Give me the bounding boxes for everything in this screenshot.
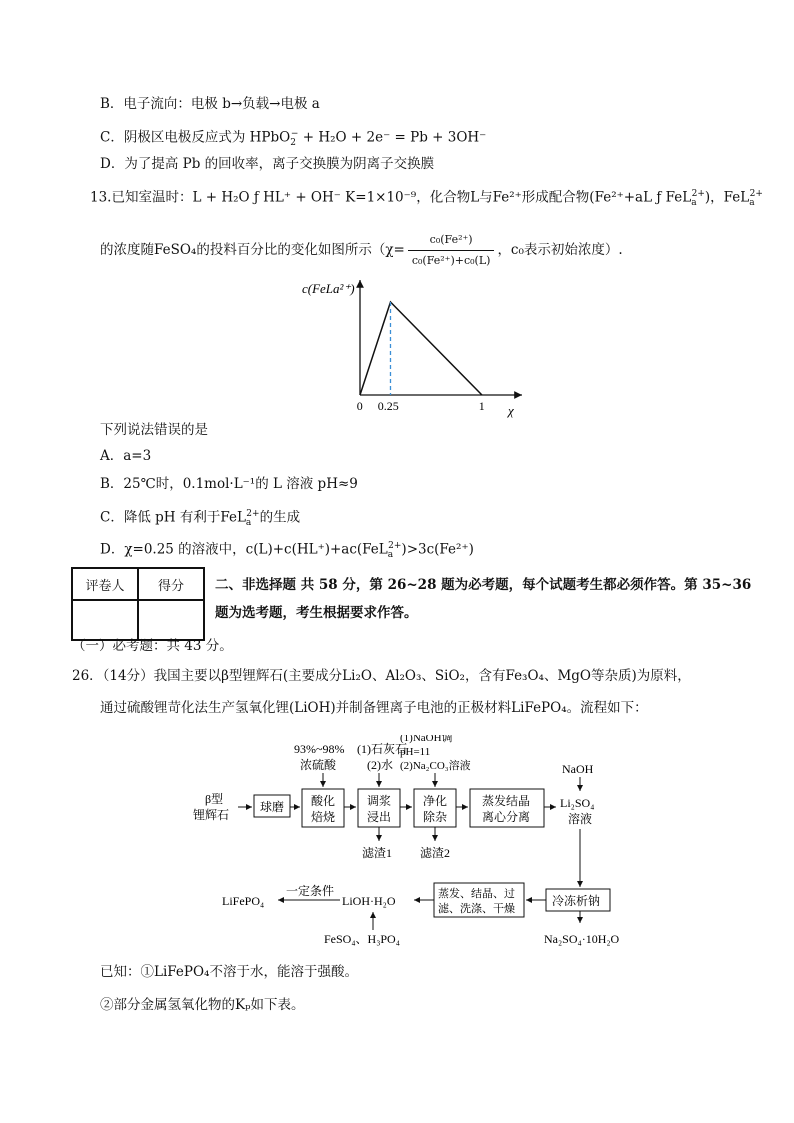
residue-2: 滤渣2	[420, 846, 451, 860]
ball-mill-box: 球磨	[260, 800, 285, 814]
x-tick-label: 0	[356, 399, 363, 413]
leach-label-1: (1)石灰石	[357, 742, 407, 756]
y-axis-label: c(FeLa²⁺)	[302, 281, 355, 296]
li2so4-label-a: Li₂SO₄	[560, 796, 595, 810]
q12-option-b: B．电子流向：电极 b→负载→电极 a	[100, 96, 320, 112]
required-section-label: （一）必考题：共 43 分。	[72, 638, 233, 654]
acid-label-1: 93%~98%	[294, 742, 345, 756]
purify-label-3: (2)Na₂CO₃溶液	[400, 760, 471, 772]
q13-stem-line2: 的浓度随FeSO₄的投料百分比的变化如图所示（χ= $\frac{\text{c₀(Fe²⁺)}}{\text{c₀(Fe²⁺)+c₀(L)}}$ ，c₀表示初始浓度）.	[100, 230, 623, 271]
acid-roast-box-a: 酸化	[311, 794, 336, 808]
lifepo4-product: LiFePO₄	[222, 894, 265, 908]
acid-roast-box-b: 焙烧	[311, 810, 336, 824]
leach-box-b: 浸出	[367, 810, 392, 824]
q26-stem-line1: 26．（14分）我国主要以β型锂辉石(主要成分Li₂O、Al₂O₃、SiO₂，含有Fe₃O₄、MgO等杂质)为原料，	[72, 668, 691, 684]
score-cell	[138, 600, 204, 640]
q13-option-b: B．25℃时，0.1mol·L⁻¹的 L 溶液 pH≈9	[100, 476, 358, 492]
q26-stem-line2: 通过硫酸锂苛化法生产氢氧化锂(LiOH)并制备锂离子电池的正极材料LiFePO₄。流程如下：	[100, 700, 648, 716]
score-box	[71, 567, 205, 641]
evaporate2-box-a: 蒸发、结晶、过	[438, 888, 515, 900]
q13-option-c: C．降低 pH 有利于FeL$_a^{2+}$的生成	[100, 509, 301, 529]
q13-stem-line1: 13.已知室温时：L + H₂O ƒ HL⁺ + OH⁻ K=1×10⁻⁹，化合物L与Fe²⁺形成配合物(Fe²⁺+aL ƒ FeL$_a^{2+}$)，FeL$_a^{2+}$	[90, 189, 763, 209]
leach-box-a: 调浆	[367, 794, 392, 808]
evaporate-box-a: 蒸发结晶	[482, 794, 531, 808]
residue-1: 滤渣1	[362, 846, 393, 860]
freeze-box: 冷冻析钠	[552, 894, 601, 908]
x-axis-label: χ	[508, 403, 514, 418]
raw-label-1: β型	[205, 792, 224, 806]
q13-question: 下列说法错误的是	[100, 422, 208, 438]
li2so4-label-b: 溶液	[568, 812, 593, 826]
q12-option-c: C．阴极区电极反应式为 HPbO$_2$− + H₂O + 2e⁻ = Pb + 3OH⁻	[100, 129, 487, 149]
x-tick-label: 0.25	[377, 399, 399, 413]
evaporate2-box-b: 滤、洗涤、干燥	[438, 903, 515, 915]
x-tick-label: 1	[478, 399, 485, 413]
section2-title-line1: 二、非选择题 共 58 分，第 26~28 题为必考题，每个试题考生都必须作答。第 35~36	[215, 577, 752, 593]
condition-label: 一定条件	[286, 884, 335, 898]
score-header: 得分	[138, 568, 204, 600]
series-line	[360, 302, 482, 395]
acid-label-2: 浓硫酸	[300, 758, 337, 772]
leach-label-2: (2)水	[367, 758, 393, 772]
purify-box-b: 除杂	[423, 810, 448, 824]
reagents-label: FeSO₄、H₃PO₄	[324, 932, 400, 946]
q13-option-a: A．a=3	[100, 448, 152, 464]
lioh-product: LiOH·H₂O	[342, 894, 396, 908]
known-line-2: ②部分金属氢氧化物的Kₚ如下表。	[100, 997, 305, 1013]
process-flowchart	[190, 735, 650, 959]
naoh-label: NaOH	[562, 762, 594, 776]
purify-label-1: (1)NaOH调	[400, 735, 453, 744]
grader-header: 评卷人	[72, 568, 138, 600]
concentration-chart	[300, 275, 540, 429]
raw-label-2: 锂辉石	[193, 808, 230, 822]
section2-title-line2: 题为选考题，考生根据要求作答。	[215, 605, 418, 621]
purify-box-a: 净化	[423, 794, 448, 808]
evaporate-box-b: 离心分离	[482, 810, 531, 824]
q12-option-d: D．为了提高 Pb 的回收率，离子交换膜为阴离子交换膜	[100, 156, 435, 172]
grader-cell	[72, 600, 138, 640]
purify-label-2: pH=11	[400, 746, 431, 758]
chi-fraction: $\frac{\text{c₀(Fe²⁺)}}{\text{c₀(Fe²⁺)+c₀(L)}}$	[408, 230, 495, 271]
q13-option-d: D．χ=0.25 的溶液中，c(L)+c(HL⁺)+ac(FeL$_a^{2+}$)>3c(Fe²⁺)	[100, 541, 474, 561]
na2so4-product: Na₂SO₄·10H₂O	[544, 932, 620, 946]
known-line-1: 已知：①LiFePO₄不溶于水，能溶于强酸。	[100, 964, 358, 980]
